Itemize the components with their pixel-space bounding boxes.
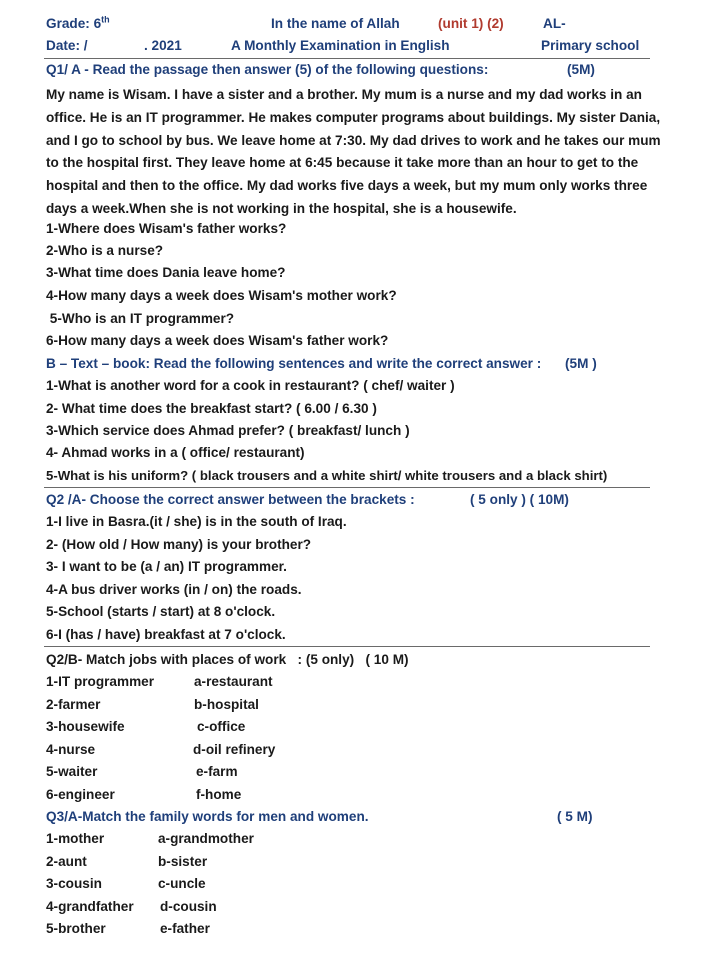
q2a-item-5: 5-School (starts / start) at 8 o'clock.	[46, 604, 276, 619]
q2a-item-4: 4-A bus driver works (in / on) the roads.	[46, 582, 302, 597]
q2b-place-e: e-farm	[196, 764, 238, 779]
school-name-top: AL-	[543, 16, 566, 31]
q2b-job-4: 4-nurse	[46, 742, 96, 757]
divider	[44, 58, 650, 59]
q1b-item-1: 1-What is another word for a cook in restaurant? ( chef/ waiter )	[46, 378, 455, 393]
q2b-place-a: a-restaurant	[194, 674, 273, 689]
q3a-word-1: 1-mother	[46, 831, 105, 846]
q1a-question-2: 2-Who is a nurse?	[46, 243, 164, 258]
q2a-item-3: 3- I want to be (a / an) IT programmer.	[46, 559, 287, 574]
date-label: Date: /	[46, 38, 88, 53]
q1b-item-5: 5-What is his uniform? ( black trousers and a white shirt/ white trousers and a black shirt)	[46, 468, 608, 483]
q1a-question-6: 6-How many days a week does Wisam's father work?	[46, 333, 389, 348]
q2a-item-6: 6-I (has / have) breakfast at 7 o'clock.	[46, 627, 286, 642]
q3a-match-a: a-grandmother	[158, 831, 254, 846]
q1a-question-5: 5-Who is an IT programmer?	[46, 311, 235, 326]
q3a-marks: ( 5 M)	[557, 809, 593, 824]
q3a-match-d: d-cousin	[160, 899, 217, 914]
q2b-job-2: 2-farmer	[46, 697, 101, 712]
q2b-job-5: 5-waiter	[46, 764, 98, 779]
q3a-match-e: e-father	[160, 921, 210, 936]
q2a-item-1: 1-I live in Basra.(it / she) is in the south of Iraq.	[46, 514, 347, 529]
q3a-word-4: 4-grandfather	[46, 899, 134, 914]
q1b-item-2: 2- What time does the breakfast start? ( 6.00 / 6.30 )	[46, 401, 377, 416]
q1b-heading: B – Text – book: Read the following sentences and write the correct answer :	[46, 356, 542, 371]
q2a-heading: Q2 /A- Choose the correct answer between the brackets :	[46, 492, 415, 507]
reading-passage: My name is Wisam. I have a sister and a brother. My mum is a nurse and my dad works in an office. He is an IT programmer. He makes computer programs about buildings. My sister Dania, and I go to school by bus. We leave home at 7:30. My dad drives to work and he takes our mum to the hospital first. They leave home at 6:45 because it take more than an hour to get to the hospital and then to the office. My dad works five days a week, but my mum only works three days a week.When she is not working in the hospital, she is a housewife.	[46, 87, 661, 216]
exam-title: A Monthly Examination in English	[231, 38, 450, 53]
q2b-place-b: b-hospital	[194, 697, 259, 712]
q1b-item-4: 4- Ahmad works in a ( office/ restaurant)	[46, 445, 305, 460]
q3a-word-3: 3-cousin	[46, 876, 102, 891]
grade-label: Grade: 6th	[46, 14, 110, 31]
divider	[44, 487, 650, 488]
q3a-heading: Q3/A-Match the family words for men and women.	[46, 809, 369, 824]
q3a-match-c: c-uncle	[158, 876, 206, 891]
divider	[44, 646, 650, 647]
q1b-marks: (5M )	[565, 356, 597, 371]
q1a-question-1: 1-Where does Wisam's father works?	[46, 221, 287, 236]
q3a-word-2: 2-aunt	[46, 854, 87, 869]
q2b-place-f: f-home	[196, 787, 242, 802]
q3a-match-b: b-sister	[158, 854, 208, 869]
q1a-heading: Q1/ A - Read the passage then answer (5) of the following questions:	[46, 62, 489, 77]
bismillah-title: In the name of Allah	[271, 16, 400, 31]
q1a-question-4: 4-How many days a week does Wisam's mother work?	[46, 288, 397, 303]
year-label: . 2021	[144, 38, 182, 53]
q2b-place-d: d-oil refinery	[193, 742, 276, 757]
q1b-item-3: 3-Which service does Ahmad prefer? ( breakfast/ lunch )	[46, 423, 410, 438]
q2b-job-3: 3-housewife	[46, 719, 125, 734]
q2a-item-2: 2- (How old / How many) is your brother?	[46, 537, 312, 552]
q2b-job-6: 6-engineer	[46, 787, 115, 802]
q2b-heading: Q2/B- Match jobs with places of work : (5 only) ( 10 M)	[46, 652, 409, 667]
q1a-question-3: 3-What time does Dania leave home?	[46, 265, 286, 280]
q2b-place-c: c-office	[197, 719, 246, 734]
q2b-job-1: 1-IT programmer	[46, 674, 155, 689]
school-name-bottom: Primary school	[541, 38, 640, 53]
unit-label: (unit 1) (2)	[438, 16, 504, 31]
q1a-marks: (5M)	[567, 62, 595, 77]
q2a-marks: ( 5 only ) ( 10M)	[470, 492, 569, 507]
q3a-word-5: 5-brother	[46, 921, 106, 936]
